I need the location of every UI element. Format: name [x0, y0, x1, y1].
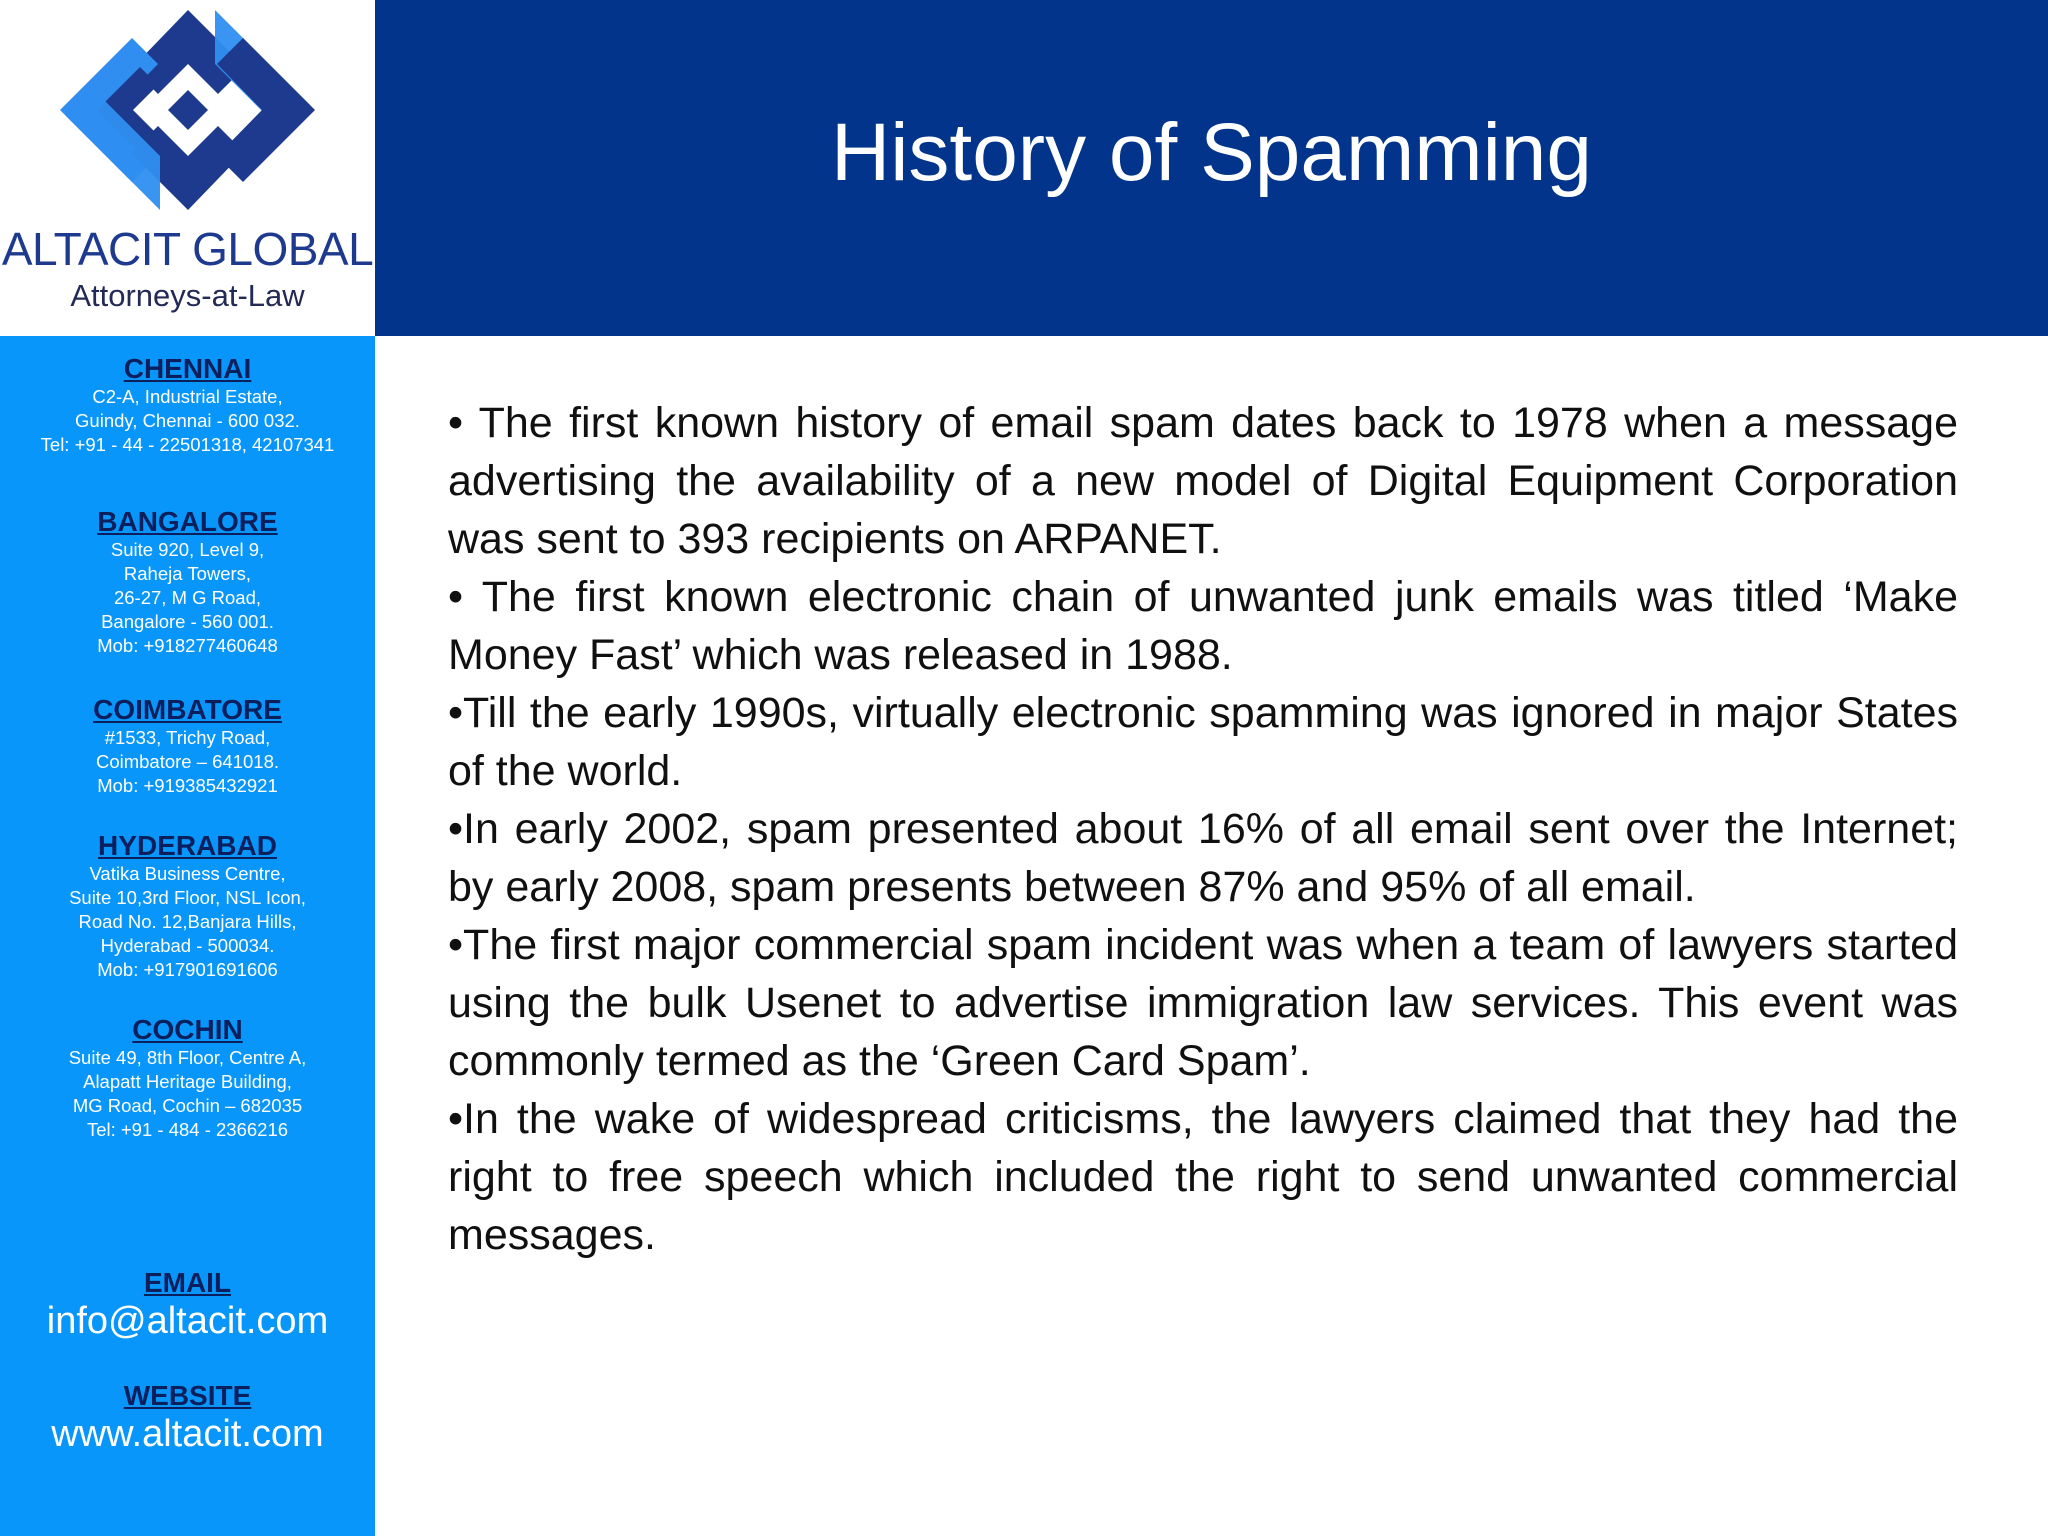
- title-banner: [375, 0, 2048, 336]
- office-address-line: Suite 49, 8th Floor, Centre A,: [68, 1047, 307, 1068]
- office-chennai: [0, 352, 375, 457]
- bullet-point: • The first known history of email spam dates back to 1978 when a message advertising the availability of a new model of Digital Equipment Corporation was sent to 393 recipients on ARPANET.: [448, 399, 1958, 563]
- contact-email: [0, 1266, 375, 1343]
- office-coimbatore: [0, 693, 375, 798]
- office-address-line: Alapatt Heritage Building,: [83, 1071, 292, 1092]
- company-name: ALTACIT GLOBAL: [1, 223, 374, 275]
- office-address-line: MG Road, Cochin – 682035: [72, 1095, 303, 1116]
- office-city: HYDERABAD: [98, 830, 277, 861]
- office-address-line: Hyderabad - 500034.: [100, 935, 275, 956]
- office-hyderabad: [0, 829, 375, 982]
- bullet-point: •The first major commercial spam incident was when a team of lawyers started using the bulk Usenet to advertise immigration law services. This event was commonly termed as the ‘Green Card Spam’.: [448, 921, 1958, 1085]
- website-url[interactable]: www.altacit.com: [51, 1413, 324, 1455]
- office-address-line: Coimbatore – 641018.: [95, 751, 280, 772]
- office-city: BANGALORE: [97, 506, 278, 537]
- logo: [0, 0, 375, 336]
- office-city: CHENNAI: [123, 353, 252, 384]
- office-cochin: [0, 1013, 375, 1142]
- office-address-line: Raheja Towers,: [123, 563, 252, 584]
- office-address-line: Bangalore - 560 001.: [101, 611, 274, 632]
- office-phone: Tel: +91 - 44 - 22501318, 42107341: [40, 434, 335, 455]
- office-address-line: #1533, Trichy Road,: [104, 727, 271, 748]
- office-address-line: 26-27, M G Road,: [113, 587, 262, 608]
- bullet-point: •In early 2002, spam presented about 16% of all email sent over the Internet; by early 2008, spam presents between 87% and 95% of all email.: [448, 805, 1958, 911]
- altacit-logo-icon: [40, 0, 335, 225]
- bullet-point: •In the wake of widespread criticisms, the lawyers claimed that they had the right to free speech which included the right to send unwanted commercial messages.: [448, 1095, 1958, 1259]
- office-sidebar: [0, 336, 375, 1536]
- office-address-line: C2-A, Industrial Estate,: [92, 386, 283, 407]
- office-address-line: Suite 920, Level 9,: [110, 539, 265, 560]
- office-city: COIMBATORE: [93, 694, 282, 725]
- slide-title: History of Spamming: [830, 107, 1593, 198]
- office-phone: Mob: +919385432921: [97, 775, 278, 796]
- email-label: EMAIL: [143, 1267, 232, 1298]
- email-address[interactable]: info@altacit.com: [46, 1300, 329, 1342]
- company-tagline: Attorneys-at-Law: [70, 278, 305, 313]
- website-label: WEBSITE: [123, 1380, 252, 1411]
- bullet-point: •Till the early 1990s, virtually electronic spamming was ignored in major States of the world.: [448, 689, 1958, 795]
- contact-website: [0, 1379, 375, 1456]
- office-bangalore: [0, 505, 375, 658]
- office-city: COCHIN: [132, 1014, 243, 1045]
- office-phone: Tel: +91 - 484 - 2366216: [86, 1119, 289, 1140]
- office-address-line: Road No. 12,Banjara Hills,: [78, 911, 297, 932]
- office-address-line: Suite 10,3rd Floor, NSL Icon,: [69, 887, 306, 908]
- office-address-line: Guindy, Chennai - 600 032.: [75, 410, 300, 431]
- office-phone: Mob: +918277460648: [97, 635, 278, 656]
- office-address-line: Vatika Business Centre,: [89, 863, 286, 884]
- office-phone: Mob: +917901691606: [97, 959, 278, 980]
- slide-body: [448, 394, 1958, 1264]
- bullet-point: • The first known electronic chain of unwanted junk emails was titled ‘Make Money Fast’ which was released in 1988.: [448, 573, 1958, 679]
